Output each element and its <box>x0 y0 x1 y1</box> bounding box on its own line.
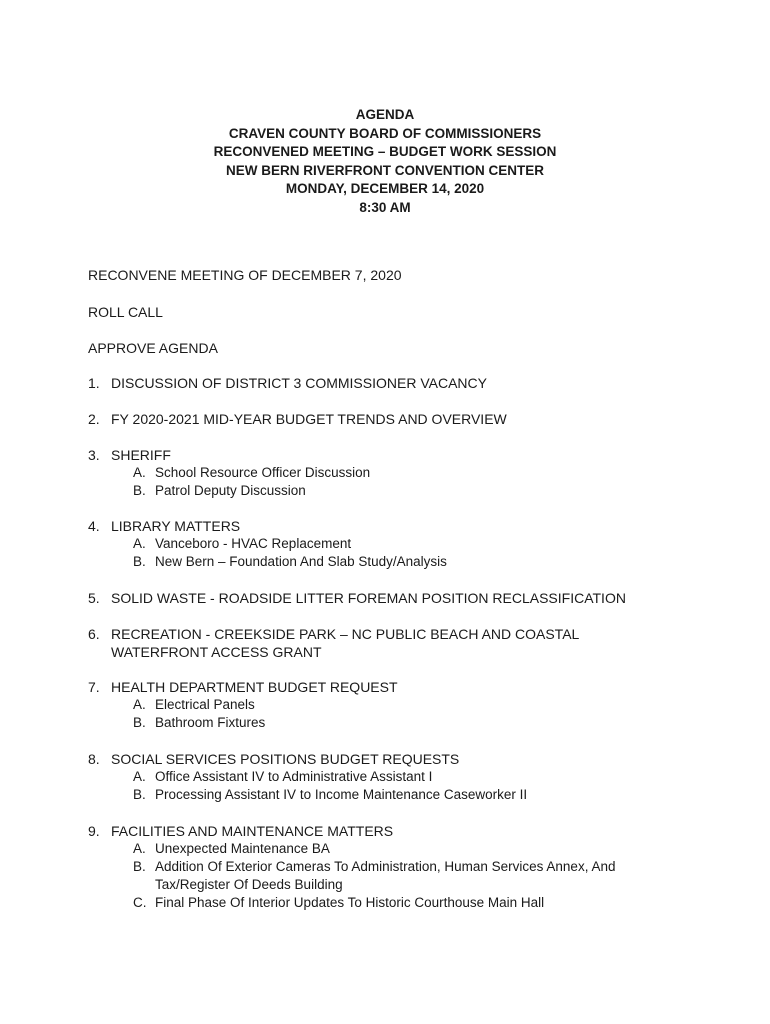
sub-item <box>133 858 615 876</box>
item-title: SHERIFF <box>111 447 171 463</box>
sub-item-text: Vanceboro - HVAC Replacement <box>155 536 352 551</box>
header-board: CRAVEN COUNTY BOARD OF COMMISSIONERS <box>228 125 542 141</box>
item-title: SOLID WASTE - ROADSIDE LITTER FOREMAN POSITION RECLASSIFICATION <box>111 590 626 606</box>
item-title: HEALTH DEPARTMENT BUDGET REQUEST <box>111 679 398 695</box>
sub-item <box>133 553 447 571</box>
item-title: FACILITIES AND MAINTENANCE MATTERS <box>111 823 394 839</box>
sub-item-letter: A. <box>133 697 146 712</box>
sub-item-text: Patrol Deputy Discussion <box>155 483 306 498</box>
item-title: DISCUSSION OF DISTRICT 3 COMMISSIONER VACANCY <box>111 375 487 391</box>
sub-item <box>133 840 330 858</box>
item-title: SOCIAL SERVICES POSITIONS BUDGET REQUESTS <box>111 751 460 767</box>
sub-item-text: Processing Assistant IV to Income Maintenance Caseworker II <box>155 787 528 802</box>
item-number: 1. <box>88 375 100 391</box>
sub-item-letter: B. <box>133 554 146 569</box>
item-number: 9. <box>88 823 100 839</box>
item-title: LIBRARY MATTERS <box>111 518 241 534</box>
sub-item-text: Office Assistant IV to Administrative Assistant I <box>155 769 433 784</box>
item-number: 2. <box>88 411 100 427</box>
sub-item-text: New Bern – Foundation And Slab Study/Analysis <box>155 554 447 569</box>
header-date: MONDAY, DECEMBER 14, 2020 <box>285 181 485 197</box>
sub-item-letter: A. <box>133 841 146 856</box>
item-number: 3. <box>88 447 100 463</box>
sub-item-letter: B. <box>133 715 146 730</box>
agenda-header <box>0 106 770 218</box>
sub-item-text: Bathroom Fixtures <box>155 715 266 730</box>
header-title: AGENDA <box>355 107 415 122</box>
sub-item-text: Final Phase Of Interior Updates To Historic Courthouse Main Hall <box>155 895 545 910</box>
item-number: 4. <box>88 518 100 534</box>
sub-item <box>133 464 370 482</box>
sub-item-text-continued: Tax/Register Of Deeds Building <box>155 877 343 892</box>
sub-item-letter: B. <box>133 787 146 802</box>
item-number: 8. <box>88 751 100 767</box>
sub-item <box>133 894 544 912</box>
sub-item-letter: B. <box>133 859 146 874</box>
sub-item <box>133 786 527 804</box>
header-meeting-type: RECONVENED MEETING – BUDGET WORK SESSION <box>213 144 557 160</box>
sub-item <box>133 696 255 714</box>
sub-item-letter: A. <box>133 536 146 551</box>
sub-item-letter: A. <box>133 769 146 784</box>
item-number: 5. <box>88 590 100 606</box>
sub-item <box>133 768 432 786</box>
item-title: RECREATION - CREEKSIDE PARK – NC PUBLIC BEACH AND COASTAL <box>111 626 580 642</box>
header-location: NEW BERN RIVERFRONT CONVENTION CENTER <box>225 162 544 178</box>
header-time: 8:30 AM <box>359 199 411 215</box>
item-number: 7. <box>88 679 100 695</box>
item-title: FY 2020-2021 MID-YEAR BUDGET TRENDS AND OVERVIEW <box>111 411 507 427</box>
sub-item-letter: C. <box>133 895 147 910</box>
reconvene-line: RECONVENE MEETING OF DECEMBER 7, 2020 <box>88 267 402 283</box>
sub-item <box>133 714 265 732</box>
sub-item-text: Unexpected Maintenance BA <box>155 841 330 856</box>
sub-item-letter: A. <box>133 465 146 480</box>
roll-call-line: ROLL CALL <box>88 304 163 320</box>
item-title-continued: WATERFRONT ACCESS GRANT <box>111 644 322 660</box>
sub-item <box>133 535 351 553</box>
sub-item-text: Addition Of Exterior Cameras To Administration, Human Services Annex, And <box>155 859 616 874</box>
sub-item-text: School Resource Officer Discussion <box>155 465 371 480</box>
sub-item-letter: B. <box>133 483 146 498</box>
sub-item-text: Electrical Panels <box>155 697 255 712</box>
sub-item <box>133 482 306 500</box>
approve-agenda-line: APPROVE AGENDA <box>88 340 218 356</box>
item-number: 6. <box>88 626 100 642</box>
